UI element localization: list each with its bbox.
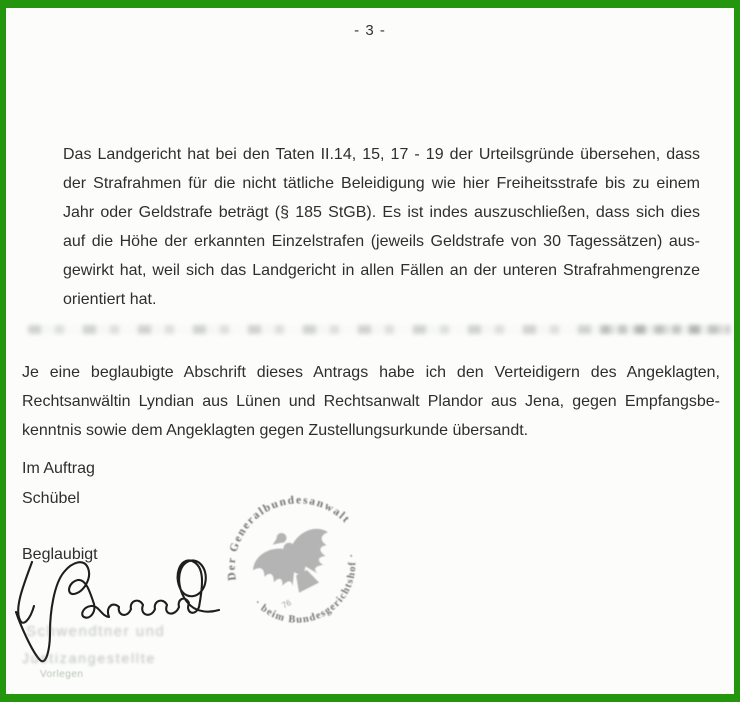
paragraph-court-findings [63,140,700,314]
page-number: - 3 - [354,22,386,39]
federal-eagle-icon [244,514,347,606]
paragraph-line: Rechtsanwältin Lyndian aus Lünen und Rechtsanwalt Plandor aus Jena, gegen Empfangsbe- [22,393,720,410]
paragraph-line: Das Landgericht hat bei den Taten II.14, 15, 17 - 19 der Urteilsgründe übersehen, dass [63,146,700,163]
faded-name-line: Schwendtner und [26,623,166,640]
faded-vorlegen-label: Vorlegen [40,669,84,680]
paragraph-line: kenntnis sowie dem Angeklagten gegen Zustellungsurkunde übersandt. [22,422,529,439]
paragraph-line: gewirkt hat, weil sich das Landgericht in allen Fällen an der unteren Strafrahmengrenze [63,262,700,279]
paragraph-line: orientiert hat. [63,291,157,308]
paragraph-line: Je eine beglaubigte Abschrift dieses Antrags habe ich den Verteidigern des Angeklagten, [22,364,720,381]
im-auftrag-label: Im Auftrag [22,460,95,477]
paragraph-line: der Strafrahmen für die nicht tätliche Beleidigung wie hier Freiheitsstrafe bis zu einem [63,175,700,192]
faded-title-line: Justizangestellte [22,650,157,666]
faded-redacted-line [28,325,730,334]
stamp-number: 76 [280,598,293,611]
faded-redacted-line-dark-segment [600,325,730,334]
paragraph-line: Jahr oder Geldstrafe beträgt (§ 185 StGB). Es ist indes auszuschließen, dass sich dies [63,204,700,221]
stamp-bottom-text: · beim Bundesgerichtshof · [251,551,359,626]
stamp-top-text: Der Generalbundesanwalt [225,494,353,582]
paragraph-delivery-note [22,358,720,445]
certified-label: Beglaubigt [22,546,98,563]
paragraph-line: auf die Höhe der erkannten Einzelstrafen (jeweils Geldstrafe von 30 Tagessätzen) aus- [63,233,700,250]
signer-name: Schübel [22,490,80,507]
